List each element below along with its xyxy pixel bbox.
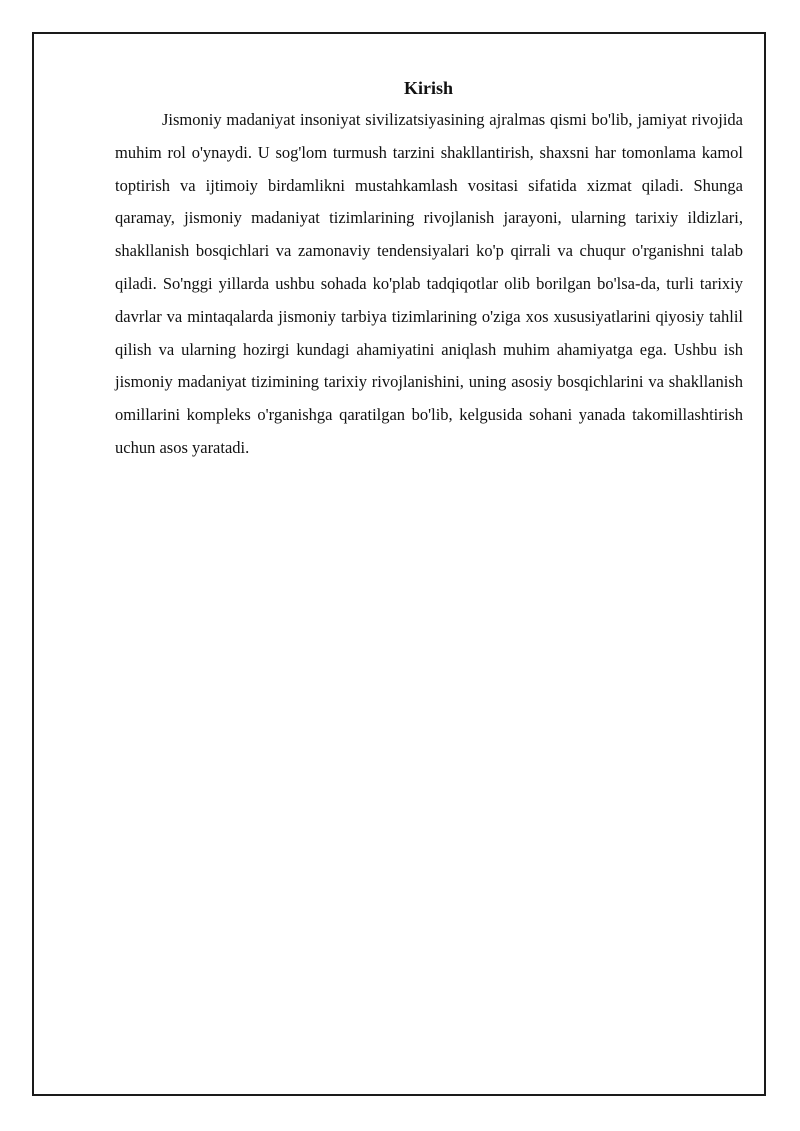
intro-paragraph: Jismoniy madaniyat insoniyat sivilizatsiyasining ajralmas qismi bo'lib, jamiyat rivojida muhim rol o'ynaydi. U sog'lom turmush tarzini shakllantirish, shaxsni har tomonlama kamol toptirish va ijtimoiy birdamlikni mustahkamlash vositasi sifatida xizmat qiladi. Shunga qaramay, jismoniy madaniyat tizimlarining rivojlanish jarayoni, ularning tarixiy ildizlari, shakllanish bosqichlari va zamonaviy tendensiyalari ko'p qirrali va chuqur o'rganishni talab qiladi. So'nggi yillarda ushbu sohada ko'plab tadqiqotlar olib borilgan bo'lsa-da, turli tarixiy davrlar va mintaqalarda jismoniy tarbiya tizimlarining o'ziga xos xususiyatlarini qiyosiy tahlil qilish va ularning hozirgi kundagi ahamiyatini aniqlash muhim ahamiyatga ega. Ushbu ish jismoniy madaniyat tizimining tarixiy rivojlanishini, uning asosiy bosqichlarini va shakllanish omillarini kompleks o'rganishga qaratilgan bo'lib, kelgusida sohani yanada takomillashtirish uchun asos yaratadi. bbox=[115, 110, 743, 457]
section-heading: Kirish bbox=[403, 78, 453, 98]
